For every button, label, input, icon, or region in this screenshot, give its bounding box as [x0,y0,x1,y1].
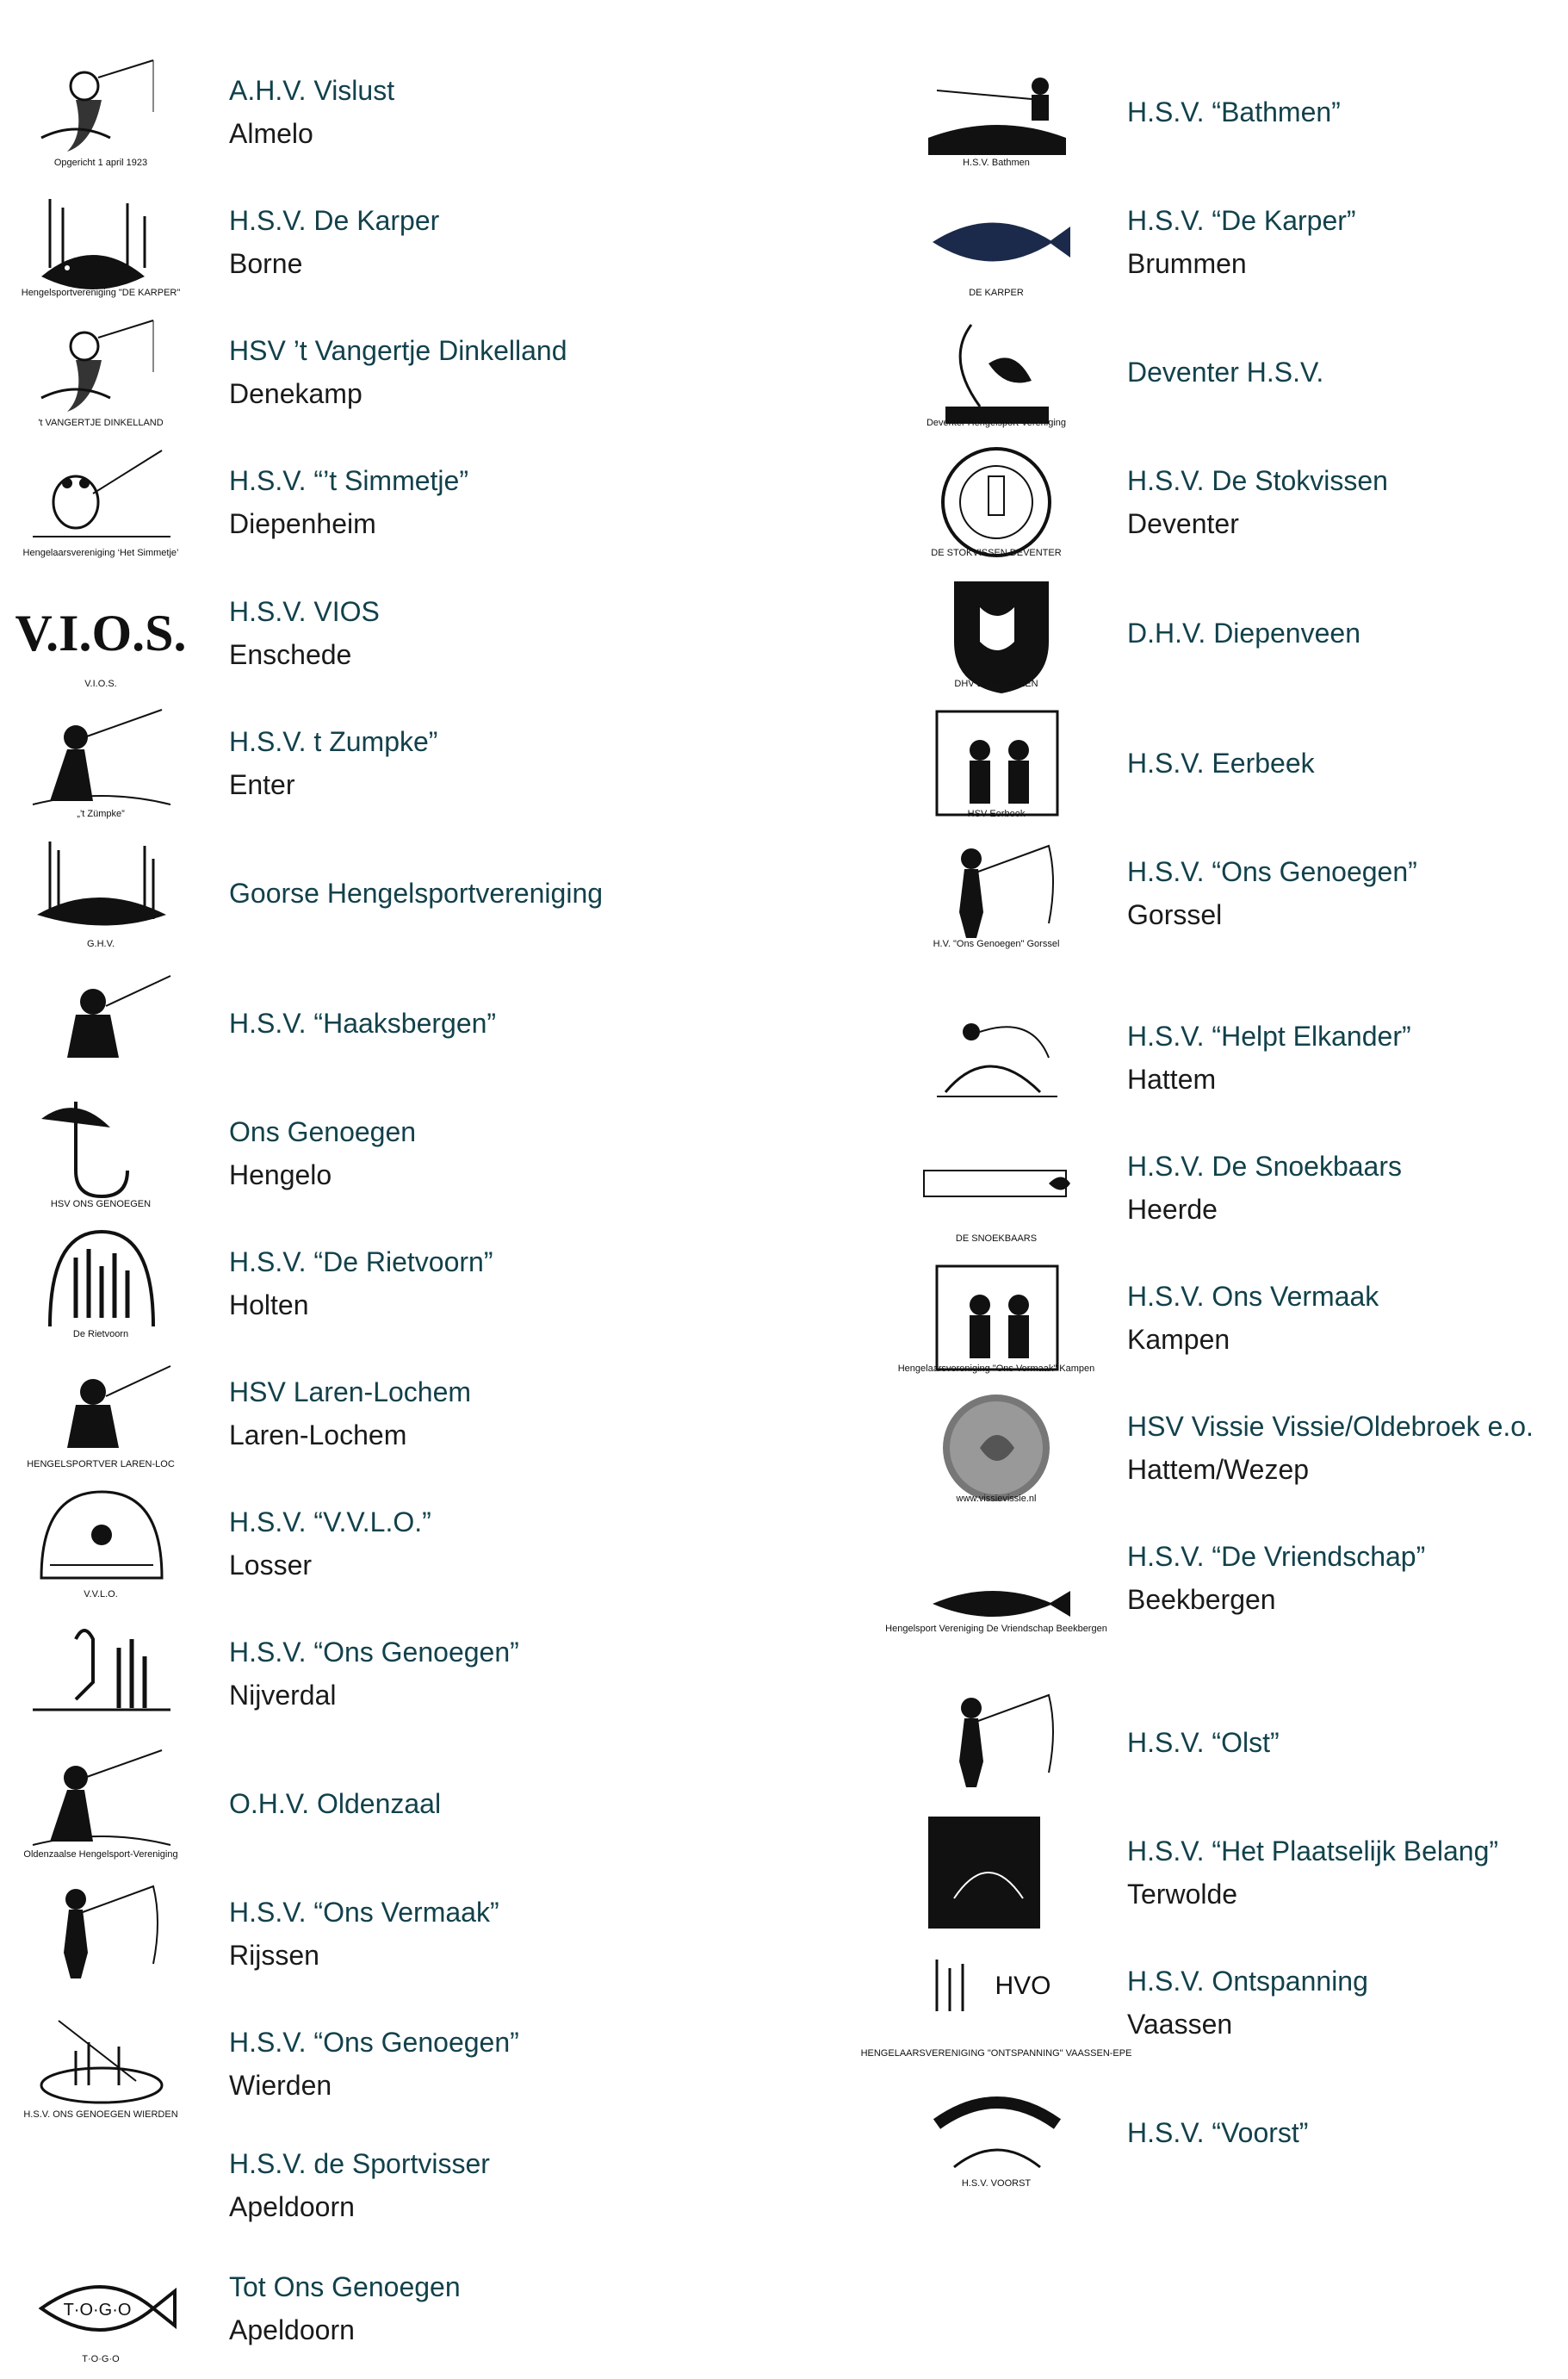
club-entry [15,568,799,698]
club-text [1127,1015,1411,1101]
club-name-link[interactable]: H.S.V. Ons Vermaak [1127,1281,1379,1312]
club-entry [24,1869,799,1998]
club-city: Hattem/Wezep [1127,1454,1310,1485]
club-city: Hengelo [229,1159,332,1190]
logo-caption: „’t Zümpke” [77,809,125,819]
leaping-fish-icon [920,312,1073,432]
seated-angler-icon [24,963,177,1084]
club-text [229,1500,431,1587]
club-entry [920,568,1568,698]
frog-fishing-icon [24,442,177,562]
club-name-link[interactable]: Tot Ons Genoegen [229,2271,461,2302]
club-entry [24,1089,799,1218]
logo-caption: DE STOKVISSEN DEVENTER [931,548,1062,558]
club-city: Apeldoorn [229,2191,355,2222]
logo-caption: H.S.V. ONS GENOEGEN WIERDEN [23,2109,178,2120]
club-city: Enschede [229,639,352,670]
herring-icon [885,1518,1107,1638]
club-name-link[interactable]: H.S.V. t Zumpke” [229,726,438,757]
club-text [229,459,468,545]
club-city: Vaassen [1127,2009,1233,2040]
club-entry [920,699,1568,828]
club-name-link[interactable]: H.S.V. “De Rietvoorn” [229,1246,493,1277]
club-name-link[interactable]: HSV ’t Vangertje Dinkelland [229,335,567,366]
club-city: Gorssel [1127,899,1223,930]
club-text [1127,612,1360,655]
zander-banner-icon [920,1127,1073,1248]
fisherman-cartoon-icon [24,52,177,172]
club-text [229,872,603,915]
club-name-link[interactable]: H.S.V. “Haaksbergen” [229,1008,497,1039]
club-text [229,590,380,676]
logo-caption: Opgericht 1 april 1923 [53,158,148,168]
club-name-link[interactable]: H.S.V. “Ons Genoegen” [1127,856,1417,887]
bank-angler-icon [920,52,1073,172]
club-entry [897,1253,1568,1382]
club-entry [24,1609,799,1738]
club-text [1127,351,1323,394]
club-name-link[interactable]: H.S.V. “De Vriendschap” [1127,1541,1426,1572]
arched-banner-icon [920,2072,1073,2193]
club-text [229,1782,441,1825]
club-city: Almelo [229,118,313,149]
splash-angler-icon [920,997,1073,1118]
club-city: Borne [229,248,303,279]
svg-text:V.I.O.S.: V.I.O.S. [15,605,187,662]
club-entry [920,177,1568,307]
club-text [229,329,567,415]
club-name-link[interactable]: H.S.V. De Karper [229,205,440,236]
club-entry [24,1219,799,1348]
club-entry [24,959,799,1088]
fish-outline-icon [24,2248,177,2369]
club-name-link[interactable]: H.S.V. De Stokvissen [1127,465,1388,496]
fisherman-sketch-icon [24,1743,177,1864]
club-name-link[interactable]: Deventer H.S.V. [1127,357,1324,388]
club-text [229,1002,496,1045]
fisherman-sketch-icon [24,703,177,823]
logo-caption: T·O·G·O [82,2354,120,2364]
hvo-logo-icon [860,1942,1132,2063]
club-entry [24,1479,799,1608]
club-city: Laren-Lochem [229,1419,407,1450]
club-name-link[interactable]: Goorse Hengelsportvereniging [229,878,604,909]
club-text [1127,1721,1280,1764]
logo-caption: www.vissievissie.nl [956,1494,1037,1504]
logo-caption: DE SNOEKBAARS [955,1233,1038,1244]
club-entry [21,177,799,307]
logo-caption: Hengelsportvereniging "DE KARPER" [21,288,181,298]
club-entry [920,1678,1568,1807]
standing-angler-icon [24,1873,177,1994]
logo-caption: DE KARPER [969,288,1024,298]
logo-caption: De Rietvoorn [72,1329,129,1339]
club-city: Diepenheim [229,508,376,539]
logo-caption: H.S.V. Bathmen [963,158,1030,168]
angler-pair-icon [897,1258,1095,1378]
club-name-link[interactable]: HSV Laren-Lochem [229,1376,472,1407]
club-name-link[interactable]: H.S.V. “Het Plaatselijk Belang” [1127,1835,1499,1867]
pike-reeds-icon [24,833,177,953]
club-text [1127,1145,1402,1231]
club-entry [24,1999,799,2128]
club-name-link[interactable]: Ons Genoegen [229,1116,417,1147]
logo-caption: H.V. "Ons Genoegen" Gorssel [933,939,1060,949]
club-entry [24,2121,799,2250]
club-text [229,1240,493,1326]
club-city: Enter [229,769,295,800]
club-city: Wierden [229,2070,332,2101]
logo-caption: HENGELAARSVERENIGING "ONTSPANNING" VAASSEN-EPE [860,2048,1132,2059]
club-entry [24,47,799,177]
club-entry [920,2068,1568,2197]
club-city: Deventer [1127,508,1239,539]
logo-caption: V.V.L.O. [84,1589,118,1599]
club-name-link[interactable]: H.S.V. Ontspanning [1127,1966,1368,1997]
club-name-link[interactable]: H.S.V. “De Karper” [1127,205,1356,236]
club-text [1127,1405,1534,1491]
club-text [1127,742,1315,785]
logo-caption: HENGELSPORTVER LAREN-LOC [27,1459,175,1469]
club-name-link[interactable]: A.H.V. Vislust [229,75,395,106]
standing-angler-icon [920,833,1073,953]
logo-caption: Hengelaarsvereniging ‘Het Simmetje’ [22,548,179,558]
club-name-link[interactable]: H.S.V. de Sportvisser [229,2148,490,2179]
club-entry [920,829,1568,958]
heron-reeds-icon [24,1613,177,1734]
club-city: Heerde [1127,1194,1218,1225]
club-entry [920,1123,1568,1252]
standing-angler-icon [920,1682,1073,1803]
club-city: Brummen [1127,248,1247,279]
club-name-link[interactable]: H.S.V. “Ons Vermaak” [229,1897,499,1928]
club-text [1127,459,1388,545]
club-city: Holten [229,1289,309,1320]
svg-text:T·O·G·O: T·O·G·O [63,2301,132,2320]
club-entry [920,47,1568,177]
reeds-arch-icon [24,1223,177,1344]
fishing-hook-icon [24,1093,177,1214]
logo-caption: H.S.V. VOORST [961,2178,1032,2189]
club-entry [885,1513,1568,1643]
club-entry [24,438,799,567]
club-city: Apeldoorn [229,2314,355,2345]
arch-landscape-icon [24,1483,177,1604]
club-city: Nijverdal [229,1680,337,1711]
club-name-link[interactable]: H.S.V. Eerbeek [1127,748,1315,779]
logo-caption: V.I.O.S. [84,679,117,689]
logo-caption: DHV DIEPENVEEN [954,679,1038,689]
coin-seal-icon [920,1388,1073,1508]
logo-caption: Hengelaarsvereniging "Ons Vermaak" Kampen [897,1363,1095,1374]
club-entry [24,829,799,958]
pond-angler-icon [24,2003,177,2124]
club-entry [920,993,1568,1122]
round-seal-icon [920,442,1073,562]
club-name-link[interactable]: H.S.V. “Ons Genoegen” [229,1637,519,1668]
club-name-link[interactable]: H.S.V. “Voorst” [1127,2117,1309,2148]
dark-photo-icon [920,1812,1073,1933]
club-city: Rijssen [229,1940,319,1971]
club-entry [24,699,799,828]
club-text [229,720,437,806]
angler-pair-icon [920,703,1073,823]
club-city: Losser [229,1550,313,1581]
club-name-link[interactable]: H.S.V. “Ons Genoegen” [229,2027,519,2058]
logo-caption: HSV Eerbeek [967,809,1026,819]
club-text [229,1631,519,1717]
logo-caption: Oldenzaalse Hengelsport-Vereniging [23,1849,178,1860]
vios-lettering-icon [15,573,187,693]
club-text [1127,1535,1425,1621]
club-text [229,1891,499,1977]
club-city: Denekamp [229,378,363,409]
club-entry [860,1938,1568,2067]
club-entry [920,307,1568,437]
club-name-link[interactable]: H.S.V. “V.V.L.O.” [229,1506,431,1537]
club-text [1127,1960,1368,2046]
club-text [1127,850,1417,936]
shield-crest-icon [920,573,1073,693]
club-text [1127,90,1341,134]
club-name-link[interactable]: H.S.V. “Olst” [1127,1727,1280,1758]
club-entry [920,1808,1568,1937]
club-text [229,2021,519,2107]
club-name-link[interactable]: HSV Vissie Vissie/Oldebroek e.o. [1127,1411,1534,1442]
logo-caption: HSV ONS GENOEGEN [50,1199,152,1209]
club-name-link[interactable]: H.S.V. VIOS [229,596,380,627]
club-text [229,2265,461,2351]
club-text [229,199,439,285]
club-text [229,2142,490,2228]
club-text [1127,199,1356,285]
club-city: Terwolde [1127,1879,1238,1910]
club-text [229,69,394,155]
logo-caption: Deventer Hengelsport Vereniging [926,418,1067,428]
club-text [1127,1275,1379,1361]
club-name-link[interactable]: H.S.V. “Helpt Elkander” [1127,1021,1411,1052]
logo-caption: Hengelsport Vereniging De Vriendschap Beekbergen [885,1624,1107,1634]
fisherman-cartoon-icon [24,312,177,432]
club-text [1127,1829,1498,1916]
logo-caption: G.H.V. [87,939,115,949]
club-city: Beekbergen [1127,1584,1276,1615]
club-city: Kampen [1127,1324,1230,1355]
carp-badge-icon [920,182,1073,302]
club-entry [920,438,1568,567]
logo-caption: 't VANGERTJE DINKELLAND [38,418,164,428]
club-text [229,1370,471,1457]
club-name-link[interactable]: H.S.V. “’t Simmetje” [229,465,468,496]
club-entry [24,1739,799,1868]
club-name-link[interactable]: D.H.V. Diepenveen [1127,618,1360,649]
club-text [1127,2111,1308,2154]
club-text [229,1110,416,1196]
club-city: Hattem [1127,1064,1217,1095]
club-entry [24,1349,799,1478]
seated-angler-icon [24,1353,177,1474]
club-entry [920,1383,1568,1512]
club-name-link[interactable]: H.S.V. De Snoekbaars [1127,1151,1402,1182]
club-name-link[interactable]: O.H.V. Oldenzaal [229,1788,442,1819]
svg-text:HVO: HVO [995,1972,1051,2000]
club-entry [24,307,799,437]
carp-reeds-icon [21,182,181,302]
club-name-link[interactable]: H.S.V. “Bathmen” [1127,96,1341,127]
club-entry [24,2244,799,2373]
